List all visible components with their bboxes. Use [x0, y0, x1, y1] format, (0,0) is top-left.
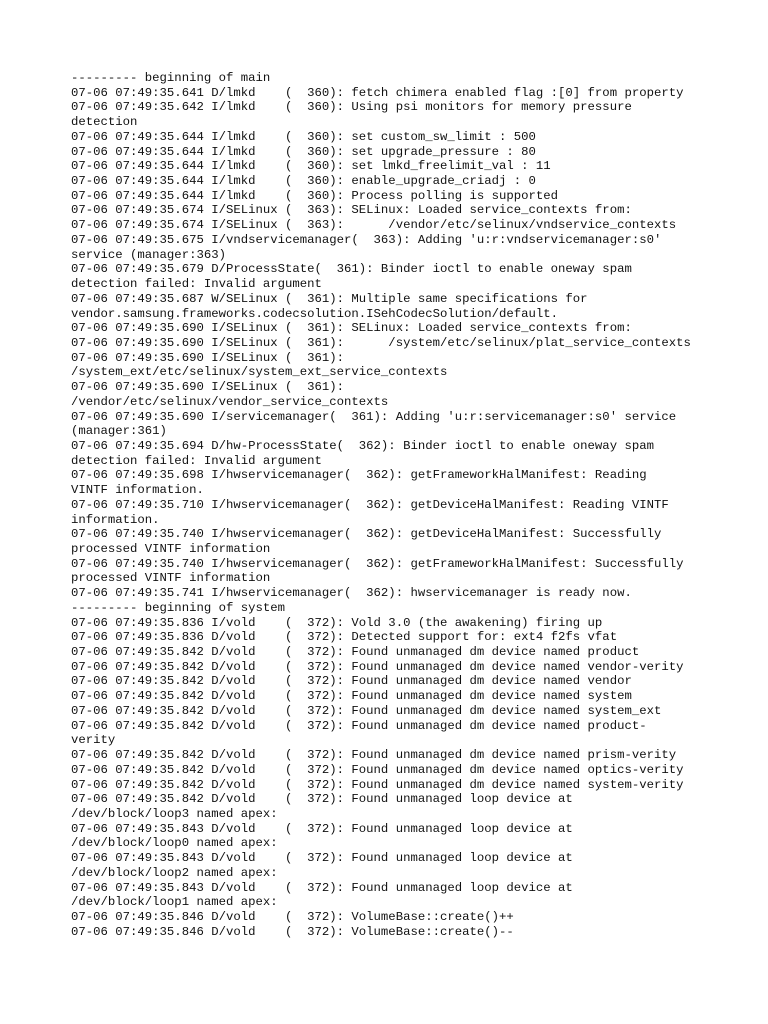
log-line: information. — [71, 512, 160, 527]
log-line: 07-06 07:49:35.690 I/SELinux ( 361): /system/etc/selinux/plat_service_contexts — [71, 335, 691, 350]
log-line: 07-06 07:49:35.843 D/vold ( 372): Found unmanaged loop device at — [71, 821, 573, 836]
log-line: 07-06 07:49:35.644 I/lmkd ( 360): set custom_sw_limit : 500 — [71, 129, 536, 144]
log-line: --------- beginning of main — [71, 71, 271, 85]
log-line: processed VINTF information — [71, 571, 271, 586]
log-line: /dev/block/loop2 named apex: — [71, 865, 278, 880]
log-line: 07-06 07:49:35.644 I/lmkd ( 360): enable_upgrade_criadj : 0 — [71, 174, 536, 189]
log-line: 07-06 07:49:35.842 D/vold ( 372): Found unmanaged dm device named optics-verity — [71, 762, 684, 777]
log-text-block — [71, 71, 711, 939]
log-line: 07-06 07:49:35.690 I/SELinux ( 361): — [71, 380, 345, 395]
log-line: 07-06 07:49:35.679 D/ProcessState( 361): Binder ioctl to enable oneway spam — [71, 262, 632, 277]
log-line: 07-06 07:49:35.690 I/SELinux ( 361): — [71, 350, 345, 365]
log-line: /dev/block/loop1 named apex: — [71, 895, 278, 910]
log-line: 07-06 07:49:35.694 D/hw-ProcessState( 362): Binder ioctl to enable oneway spam — [71, 438, 654, 453]
log-line: 07-06 07:49:35.836 I/vold ( 372): Vold 3.0 (the awakening) firing up — [71, 615, 603, 630]
log-line: 07-06 07:49:35.842 D/vold ( 372): Found unmanaged loop device at — [71, 792, 573, 807]
log-line: 07-06 07:49:35.642 I/lmkd ( 360): Using psi monitors for memory pressure — [71, 100, 632, 115]
log-line: 07-06 07:49:35.846 D/vold ( 372): VolumeBase::create()++ — [71, 909, 514, 924]
log-line: 07-06 07:49:35.842 D/vold ( 372): Found unmanaged dm device named vendor — [71, 674, 632, 689]
log-line: 07-06 07:49:35.674 I/SELinux ( 363): /vendor/etc/selinux/vndservice_contexts — [71, 218, 677, 233]
log-line: 07-06 07:49:35.843 D/vold ( 372): Found unmanaged loop device at — [71, 851, 573, 866]
log-line: 07-06 07:49:35.740 I/hwservicemanager( 362): getDeviceHalManifest: Successfully — [71, 527, 662, 542]
log-line: 07-06 07:49:35.842 D/vold ( 372): Found unmanaged dm device named system — [71, 689, 632, 704]
log-line: detection failed: Invalid argument — [71, 453, 322, 468]
log-line: 07-06 07:49:35.687 W/SELinux ( 361): Multiple same specifications for — [71, 291, 588, 306]
log-line: 07-06 07:49:35.644 I/lmkd ( 360): Process polling is supported — [71, 188, 559, 203]
log-line: 07-06 07:49:35.842 D/vold ( 372): Found unmanaged dm device named vendor-verity — [71, 659, 684, 674]
log-line: 07-06 07:49:35.846 D/vold ( 372): VolumeBase::create()-- — [71, 924, 514, 939]
log-line: /dev/block/loop0 named apex: — [71, 836, 278, 851]
log-line: 07-06 07:49:35.836 D/vold ( 372): Detected support for: ext4 f2fs vfat — [71, 630, 618, 645]
log-line: 07-06 07:49:35.842 D/vold ( 372): Found unmanaged dm device named product — [71, 645, 640, 660]
log-line: /vendor/etc/selinux/vendor_service_contexts — [71, 394, 389, 409]
log-line: processed VINTF information — [71, 542, 271, 556]
log-line: 07-06 07:49:35.710 I/hwservicemanager( 362): getDeviceHalManifest: Reading VINTF — [71, 497, 669, 512]
log-line: 07-06 07:49:35.644 I/lmkd ( 360): set lmkd_freelimit_val : 11 — [71, 159, 551, 174]
log-line: /dev/block/loop3 named apex: — [71, 806, 278, 821]
log-line: --------- beginning of system — [71, 600, 286, 615]
log-line: service (manager:363) — [71, 247, 226, 262]
log-line: 07-06 07:49:35.690 I/servicemanager( 361): Adding 'u:r:servicemanager:s0' service — [71, 409, 677, 424]
log-line: detection — [71, 115, 138, 130]
log-line: 07-06 07:49:35.641 D/lmkd ( 360): fetch chimera enabled flag :[0] from property — [71, 85, 684, 100]
log-line: detection failed: Invalid argument — [71, 277, 322, 292]
log-line: 07-06 07:49:35.644 I/lmkd ( 360): set upgrade_pressure : 80 — [71, 144, 536, 159]
log-line: 07-06 07:49:35.842 D/vold ( 372): Found unmanaged dm device named prism-verity — [71, 748, 677, 763]
log-line: 07-06 07:49:35.842 D/vold ( 372): Found unmanaged dm device named system-verity — [71, 777, 684, 792]
log-line: 07-06 07:49:35.698 I/hwservicemanager( 362): getFrameworkHalManifest: Reading — [71, 468, 647, 483]
log-line: 07-06 07:49:35.843 D/vold ( 372): Found unmanaged loop device at — [71, 880, 573, 895]
log-line: 07-06 07:49:35.690 I/SELinux ( 361): SELinux: Loaded service_contexts from: — [71, 321, 632, 336]
log-line: 07-06 07:49:35.842 D/vold ( 372): Found unmanaged dm device named product- — [71, 718, 647, 733]
log-line: verity — [71, 733, 116, 748]
log-line: 07-06 07:49:35.842 D/vold ( 372): Found unmanaged dm device named system_ext — [71, 703, 662, 718]
log-line: VINTF information. — [71, 483, 204, 498]
log-line: vendor.samsung.frameworks.codecsolution.ISehCodecSolution/default. — [71, 306, 559, 321]
log-line: /system_ext/etc/selinux/system_ext_service_contexts — [71, 365, 448, 380]
log-line: 07-06 07:49:35.741 I/hwservicemanager( 362): hwservicemanager is ready now. — [71, 586, 632, 601]
log-line: 07-06 07:49:35.674 I/SELinux ( 363): SELinux: Loaded service_contexts from: — [71, 203, 632, 218]
log-line: 07-06 07:49:35.675 I/vndservicemanager( 363): Adding 'u:r:vndservicemanager:s0' — [71, 232, 662, 247]
log-line: 07-06 07:49:35.740 I/hwservicemanager( 362): getFrameworkHalManifest: Successfully — [71, 556, 684, 571]
log-line: (manager:361) — [71, 424, 167, 439]
